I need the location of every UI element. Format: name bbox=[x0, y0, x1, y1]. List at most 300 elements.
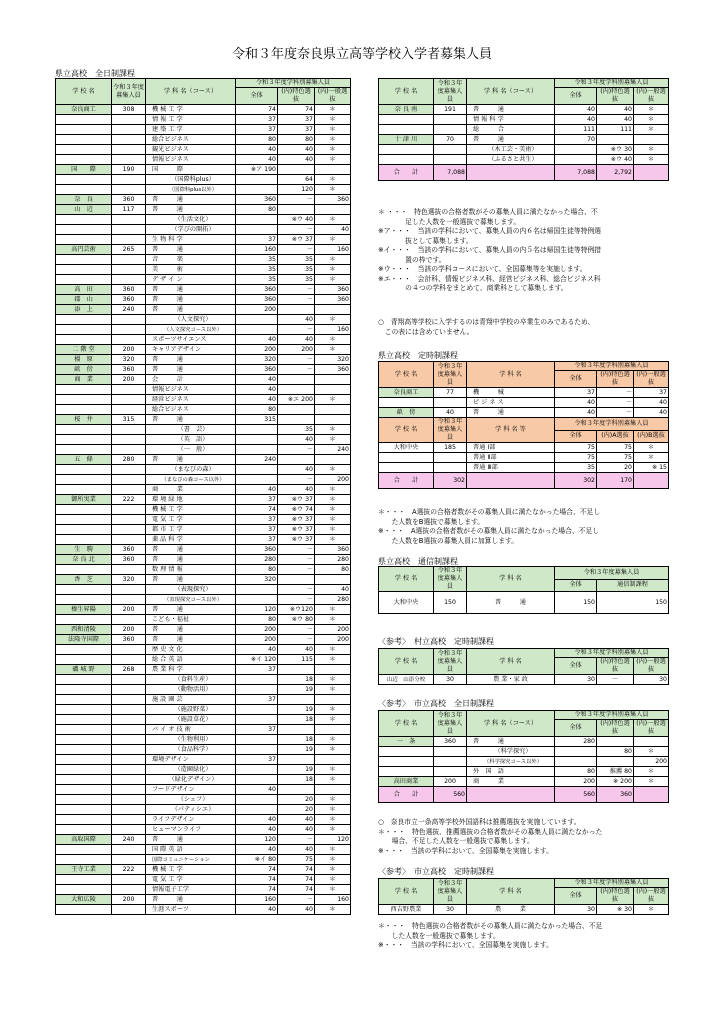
total-label: 合 計 bbox=[379, 473, 434, 489]
table-row: 薬 品 科 学 37 ※ウ 37 ＊ bbox=[56, 535, 351, 545]
table-row: 総 合 111 111 ＊ bbox=[379, 125, 669, 135]
table-row: 外 国 語 80 推薦 80 ＊ bbox=[379, 767, 669, 777]
school-name bbox=[56, 325, 112, 335]
school-name bbox=[56, 655, 112, 665]
table-row: バ イ オ 技 術 37 bbox=[56, 725, 351, 735]
note-line: ＊・・・ 特色選抜、推薦選抜の合格者数がその募集人員に満たなかった bbox=[378, 827, 603, 836]
col-general: (内)一般選抜 bbox=[634, 88, 669, 105]
school-name: 王寺工業 bbox=[56, 865, 112, 875]
parttime-table bbox=[378, 361, 669, 489]
note-line: た人数をB選抜で募集します。 bbox=[378, 517, 485, 526]
col-total: 全体 bbox=[555, 888, 597, 905]
school-name: 奈良商工 bbox=[56, 105, 112, 115]
school-name bbox=[379, 453, 434, 463]
school-name bbox=[56, 645, 112, 655]
col-total: 全体 bbox=[555, 720, 597, 737]
school-name bbox=[56, 445, 112, 455]
table-row: 国 際 190 国 際 ※ア 190 bbox=[56, 165, 351, 175]
village-heading: 〈参考〉 村立高校 定時制課程 bbox=[378, 637, 494, 646]
table-row: 畝 傍 360 普 通 360 － 360 bbox=[56, 365, 351, 375]
table-row: （学びの開拓） － 40 bbox=[56, 225, 351, 235]
col-school: 学 校 名 bbox=[379, 649, 434, 675]
table-row: 環境デザイン 37 bbox=[56, 755, 351, 765]
note-line: ※イ・・・ 当該の学科において、募集人員の内５名は帰国生徒等特例措 bbox=[378, 246, 602, 254]
school-name bbox=[56, 315, 112, 325]
table-row: 機 械 工 学 74 ※ウ 74 ＊ bbox=[56, 505, 351, 515]
school-name bbox=[56, 685, 112, 695]
school-name bbox=[56, 265, 112, 275]
col-quota: 令和３年度募集人員 bbox=[434, 879, 467, 905]
school-name: 五 條 bbox=[56, 455, 112, 465]
col-special: (内)特色選抜 bbox=[597, 888, 634, 905]
school-name: 高 田 bbox=[56, 285, 112, 295]
school-name: 香 芝 bbox=[56, 575, 112, 585]
school-name: 二 階 堂 bbox=[56, 345, 112, 355]
school-name bbox=[56, 175, 112, 185]
col-total: 全体 bbox=[555, 371, 597, 388]
table-row: 美 術 35 35 ＊ bbox=[56, 265, 351, 275]
table-row: 山 辺 117 普 通 80 bbox=[56, 205, 351, 215]
school-name: 法隆寺国際 bbox=[56, 635, 112, 645]
table-row: 数 理 情 報 80 － 80 bbox=[56, 565, 351, 575]
col-special: (内)特色選抜 bbox=[597, 371, 634, 388]
table-row: 榛生昇陽 200 普 通 120 ※ウ120 ＊ bbox=[56, 605, 351, 615]
note-line: ※・・・ 当該の学科において、全国募集を実施します。 bbox=[378, 941, 553, 949]
table-row: 情報ビジネス 40 40 ＊ bbox=[56, 155, 351, 165]
school-name bbox=[56, 115, 112, 125]
note-line: ＊ ・・・ 特色選抜の合格者数がその募集人員に満たなかった場合、不 bbox=[378, 208, 598, 216]
city-table bbox=[378, 710, 669, 803]
school-name bbox=[56, 585, 112, 595]
school-name bbox=[379, 115, 434, 125]
table-row: 奈 良 北 360 普 通 280 － 280 bbox=[56, 555, 351, 565]
school-name bbox=[56, 745, 112, 755]
school-name bbox=[56, 395, 112, 405]
table-row: 高田商業 200 商 業 200 ※ 200 ＊ bbox=[379, 777, 669, 787]
table-row: 国 際 英 語 40 40 ＊ bbox=[56, 845, 351, 855]
table-row: 電 気 工 学 37 ※ウ 37 ＊ bbox=[56, 515, 351, 525]
table-row: 香 芝 320 普 通 320 bbox=[56, 575, 351, 585]
school-name: 御所実業 bbox=[56, 495, 112, 505]
col-group: 令和３年度学科別募集人員 bbox=[555, 879, 669, 888]
village-table bbox=[378, 648, 669, 685]
correspondence-table bbox=[378, 566, 669, 614]
table-row: （施設草花） 18 ＊ bbox=[56, 715, 351, 725]
total-all: 7,088 bbox=[555, 165, 597, 181]
table-row: 一 条 360 普 通 280 bbox=[379, 737, 669, 747]
col-quota: 令和３年度募集人員 bbox=[112, 79, 146, 105]
table-row: デ ザ イ ン 35 35 ＊ bbox=[56, 275, 351, 285]
school-name bbox=[56, 715, 112, 725]
school-name bbox=[56, 825, 112, 835]
col-general: (内)一般選抜 bbox=[634, 888, 669, 905]
school-name bbox=[56, 885, 112, 895]
table-row: 奈良商工 77 機 械 37 － 37 bbox=[379, 388, 669, 398]
table-row: （一 般） － 240 bbox=[56, 445, 351, 455]
school-name bbox=[56, 465, 112, 475]
note-line: ※・・・ A選抜の合格者数がその募集人員に満たなかった場合、不足し bbox=[378, 527, 600, 535]
col-dept: 学 科 名 bbox=[467, 879, 555, 905]
school-name: 商 業 bbox=[56, 375, 112, 385]
table-row: 普通 Ⅲ部 35 20 ※ 15 bbox=[379, 463, 669, 473]
table-row: 山辺 山添分校 30 農 業・家 政 30 － 30 bbox=[379, 675, 669, 685]
school-name bbox=[56, 235, 112, 245]
col-dept: 学 科 名（コース） bbox=[467, 79, 555, 105]
school-name bbox=[56, 725, 112, 735]
table-row: 商 業 200 会 計 40 bbox=[56, 375, 351, 385]
school-name bbox=[56, 905, 112, 915]
col-group: 令和３年度学科別募集人員 bbox=[236, 79, 351, 88]
total-row bbox=[379, 473, 669, 489]
col-quota: 令和３年度募集人員 bbox=[434, 79, 467, 105]
school-name: 奈 良 北 bbox=[56, 555, 112, 565]
note-line: この表には含めていません。 bbox=[378, 327, 474, 336]
school-name: 高取国際 bbox=[56, 835, 112, 845]
school-name bbox=[56, 845, 112, 855]
col-dept: 学 科 名 bbox=[467, 567, 555, 592]
table-row: （木工芸・美術） ※ウ 30 ＊ bbox=[379, 145, 669, 155]
table-row: 高円芸術 265 普 通 160 － 160 bbox=[56, 245, 351, 255]
col-school: 学 校 名 bbox=[379, 711, 434, 737]
total-quota: 7,088 bbox=[434, 165, 467, 181]
table-row: （科学探究コース以外） 200 bbox=[379, 757, 669, 767]
note-line: ※・・・ 当該の学科において、全国募集を実施します。 bbox=[378, 846, 553, 855]
table-row: 国際コミュニケーション ※イ 80 75 ＊ bbox=[56, 855, 351, 865]
fulltime-table bbox=[55, 78, 351, 915]
school-name bbox=[56, 855, 112, 865]
col-group: 令和３年度学科別募集人員 bbox=[555, 711, 669, 720]
school-name bbox=[379, 747, 434, 757]
school-name: 添 上 bbox=[56, 305, 112, 315]
col-total: 全体 bbox=[236, 88, 278, 105]
note-line: 場合、不足した人数を一般選抜で募集します。 bbox=[378, 837, 534, 845]
table-row: 商 業 40 40 ＊ bbox=[56, 485, 351, 495]
school-name: 郡 山 bbox=[56, 295, 112, 305]
col-dept: 学 科 名（コース） bbox=[146, 79, 236, 105]
total-quota: 302 bbox=[434, 473, 467, 489]
school-name: 大和中央 bbox=[379, 443, 434, 453]
school-name: 畝 傍 bbox=[56, 365, 112, 375]
col-dept: 学 科 名 bbox=[467, 649, 555, 675]
school-name bbox=[56, 535, 112, 545]
col-general: (内)一般選抜 bbox=[634, 720, 669, 737]
table-row: 情 報 工 学 37 37 ＊ bbox=[56, 115, 351, 125]
note-line: ※ウ・・・ 当該の学科コースにおいて、全国募集等を実施します。 bbox=[378, 265, 587, 273]
total-special: 2,792 bbox=[597, 165, 634, 181]
table-row: 桜 井 315 普 通 315 bbox=[56, 415, 351, 425]
school-name bbox=[56, 135, 112, 145]
table-row: 添 上 240 普 通 200 bbox=[56, 305, 351, 315]
school-name bbox=[56, 735, 112, 745]
note-line: ○ 青翔高等学校に入学するのは青翔中学校の卒業生のみであるため、 bbox=[378, 318, 595, 326]
table-row: （シェフ） 20 ＊ bbox=[56, 795, 351, 805]
total-label: 合 計 bbox=[379, 165, 434, 181]
total-row: 合 計 560 560 360 bbox=[379, 787, 669, 803]
total-row bbox=[379, 165, 669, 181]
table-row: 情報電子工学 74 74 ＊ bbox=[56, 885, 351, 895]
school-name bbox=[56, 505, 112, 515]
school-name bbox=[379, 145, 434, 155]
school-name bbox=[56, 485, 112, 495]
city-parttime-heading: 〈参考〉 市立高校 定時制課程 bbox=[378, 867, 494, 876]
col-a: (内)A選抜 bbox=[597, 430, 634, 443]
school-name bbox=[56, 335, 112, 345]
table-row: 生涯スポーツ 40 40 ＊ bbox=[56, 905, 351, 915]
table-row: （生物利用） 18 ＊ bbox=[56, 735, 351, 745]
notes-seisho bbox=[378, 318, 594, 337]
col-group: 令和３年度学科別募集人員 bbox=[555, 79, 669, 88]
table-row: （人文探究コース以外） － 160 bbox=[56, 325, 351, 335]
city-heading: 〈参考〉 市立高校 全日制課程 bbox=[378, 699, 494, 708]
school-name: 橿 原 bbox=[56, 355, 112, 365]
notes-parttime bbox=[378, 508, 600, 546]
col-total: 全体 bbox=[555, 88, 597, 105]
col-school: 学 校 名 bbox=[56, 79, 112, 105]
school-name: 十 津 川 bbox=[379, 135, 434, 145]
correspondence-heading: 県立高校 通信制課程 bbox=[378, 557, 458, 566]
note-line: ＊・・・ 特色選抜の合格者数がその募集人員に満たなかった場合、不足 bbox=[378, 922, 603, 930]
school-name bbox=[379, 767, 434, 777]
school-name bbox=[379, 757, 434, 767]
table-row: 情 報 科 学 40 40 ＊ bbox=[379, 115, 669, 125]
table-row: 御所実業 222 環 境 緑 地 37 ※ウ 37 ＊ bbox=[56, 495, 351, 505]
note-line: 足した人数を一般選抜で募集します。 bbox=[378, 217, 521, 226]
school-name bbox=[56, 125, 112, 135]
page-title: 令和３年度奈良県立高等学校入学者募集人員 bbox=[231, 47, 492, 62]
col-dept: 学 科 名 等 bbox=[467, 418, 555, 443]
table-row: （国際科plus以外） 120 ＊ bbox=[56, 185, 351, 195]
school-name bbox=[379, 155, 434, 165]
col-quota: 令和３年度募集人員 bbox=[434, 362, 467, 388]
table-row: （国際科plus） 64 ＊ bbox=[56, 175, 351, 185]
col-general: (内)一般選抜 bbox=[634, 658, 669, 675]
school-name bbox=[56, 185, 112, 195]
col-special: (内)特色選抜 bbox=[597, 720, 634, 737]
table-row: （書 芸） 35 ＊ bbox=[56, 425, 351, 435]
table-row: （まなびの森） 40 ＊ bbox=[56, 465, 351, 475]
table-row: 奈良商工 308 機 械 工 学 74 74 ＊ bbox=[56, 105, 351, 115]
school-name: 西和清陵 bbox=[56, 625, 112, 635]
table-row: 高取国際 240 普 通 120 － 120 bbox=[56, 835, 351, 845]
col-b: (内)B選抜 bbox=[634, 430, 669, 443]
col-general: (内)一般選抜 bbox=[634, 371, 669, 388]
table-row: 総 合 英 語 ※イ 120 115 ＊ bbox=[56, 655, 351, 665]
table-row: 五 條 280 普 通 240 bbox=[56, 455, 351, 465]
school-name: 高円芸術 bbox=[56, 245, 112, 255]
notes-city-parttime bbox=[378, 922, 602, 951]
table-row: 音 楽 35 35 ＊ bbox=[56, 255, 351, 265]
table-row: 電 気 工 学 74 74 ＊ bbox=[56, 875, 351, 885]
school-name: 一 条 bbox=[379, 737, 434, 747]
table-row: 情報ビジネス 40 bbox=[56, 385, 351, 395]
table-row: （まなびの森コース以外） － 200 bbox=[56, 475, 351, 485]
col-dept: 学 科 名 bbox=[467, 362, 555, 388]
col-total: 全体 bbox=[555, 430, 597, 443]
school-name bbox=[56, 875, 112, 885]
fulltime-table-right bbox=[378, 78, 669, 181]
school-name: 磯 城 野 bbox=[56, 665, 112, 675]
school-name bbox=[56, 565, 112, 575]
table-row: 畝 傍 40 普 通 40 － 40 bbox=[379, 408, 669, 418]
notes-fulltime bbox=[378, 208, 601, 294]
table-row: 建 築 工 学 37 37 ＊ bbox=[56, 125, 351, 135]
school-name bbox=[56, 755, 112, 765]
table-row: ライフデザイン 40 40 ＊ bbox=[56, 815, 351, 825]
table-row: （食料生産） 18 ＊ bbox=[56, 675, 351, 685]
table-row: 西和清陵 200 普 通 200 － 200 bbox=[56, 625, 351, 635]
table-row: 普通 Ⅱ部 75 75 ＊ bbox=[379, 453, 669, 463]
school-name bbox=[56, 765, 112, 775]
table-row: 王寺工業 222 機 械 工 学 74 74 ＊ bbox=[56, 865, 351, 875]
col-school: 学 校 名 bbox=[379, 79, 434, 105]
col-group: 令和３年度学科別募集人員 bbox=[555, 418, 669, 431]
table-row: 歴 史 文 化 40 40 ＊ bbox=[56, 645, 351, 655]
col-general: (内)一般選抜 bbox=[315, 88, 351, 105]
table-row: 観光ビジネス 40 40 ＊ bbox=[56, 145, 351, 155]
table-row: （食品科学） 19 ＊ bbox=[56, 745, 351, 755]
school-name bbox=[56, 795, 112, 805]
school-name bbox=[56, 695, 112, 705]
school-name bbox=[56, 405, 112, 415]
table-row: 橿 原 320 普 通 320 － 320 bbox=[56, 355, 351, 365]
table-row: （緑化デザイン） 18 ＊ bbox=[56, 775, 351, 785]
col-group: 令和３年度学科別募集人員 bbox=[555, 362, 669, 371]
school-name bbox=[379, 463, 434, 473]
table-row: ビ ジ ネ ス 40 － 40 bbox=[379, 398, 669, 408]
col-quota: 令和３年度募集人員 bbox=[434, 649, 467, 675]
note-line: 抜として募集します。 bbox=[378, 236, 473, 245]
col-total: 全体 bbox=[555, 579, 597, 592]
table-row: 総合ビジネス 80 80 ＊ bbox=[56, 135, 351, 145]
table-row: 二 階 堂 200 キャリアデザイン 200 200 ＊ bbox=[56, 345, 351, 355]
table-row: 生 物 科 学 37 ※ウ 37 ＊ bbox=[56, 235, 351, 245]
school-name: 生 駒 bbox=[56, 545, 112, 555]
school-name bbox=[56, 615, 112, 625]
school-name: 榛生昇陽 bbox=[56, 605, 112, 615]
note-line: 置の枠です。 bbox=[378, 255, 446, 264]
col-quota: 令和３年度募集人員 bbox=[434, 711, 467, 737]
school-name: 山 辺 bbox=[56, 205, 112, 215]
note-line: ※エ・・・ 会計科、情報ビジネス科、経営ビジネス科、総合ビジネス科 bbox=[378, 274, 601, 283]
col-dept: 学 科 名（コース） bbox=[467, 711, 555, 737]
col-corr: 通信制課程 bbox=[597, 579, 669, 592]
table-row: 生 駒 360 普 通 360 － 360 bbox=[56, 545, 351, 555]
school-name bbox=[56, 525, 112, 535]
col-quota: 令和３年度募集人員 bbox=[434, 567, 467, 592]
fulltime-heading: 県立高校 全日制課程 bbox=[55, 69, 135, 78]
table-row: 施 設 園 芸 37 bbox=[56, 695, 351, 705]
table-row: （表現探究） － 40 bbox=[56, 585, 351, 595]
table-row: 郡 山 360 普 通 360 － 360 bbox=[56, 295, 351, 305]
col-special: (内)特色選抜 bbox=[597, 88, 634, 105]
school-name bbox=[56, 705, 112, 715]
table-row: 高 田 360 普 通 360 － 360 bbox=[56, 285, 351, 295]
table-row: （表現探究コース以外） － 280 bbox=[56, 595, 351, 605]
school-name: 奈 良 南 bbox=[379, 105, 434, 115]
school-name bbox=[56, 215, 112, 225]
col-quota: 令和３年度募集人員 bbox=[434, 418, 467, 443]
col-group: 令和３年度学科別募集人員 bbox=[555, 649, 669, 658]
table-row: 磯 城 野 268 農 業 科 学 37 bbox=[56, 665, 351, 675]
school-name bbox=[379, 125, 434, 135]
school-name bbox=[56, 515, 112, 525]
table-row: （施設野菜） 19 ＊ bbox=[56, 705, 351, 715]
school-name bbox=[56, 675, 112, 685]
school-name bbox=[56, 775, 112, 785]
school-name bbox=[56, 275, 112, 285]
col-group: 令和３年度募集人員 bbox=[555, 567, 669, 580]
table-row: 西吉野農業 30 農 業 30 ※ 30 ＊ bbox=[379, 905, 669, 915]
col-special: (内)特色選抜 bbox=[597, 658, 634, 675]
table-row: （造園緑化） 19 ＊ bbox=[56, 765, 351, 775]
table-row: 総合ビジネス 80 bbox=[56, 405, 351, 415]
col-total: 全体 bbox=[555, 658, 597, 675]
table-row: 大和中央 185 普通 Ⅰ部 75 75 ＊ bbox=[379, 443, 669, 453]
school-name bbox=[56, 475, 112, 485]
col-special: (内)特色選抜 bbox=[278, 88, 315, 105]
total-a: 170 bbox=[597, 473, 634, 489]
note-line: ＊・・・ A選抜の合格者数がその募集人員に満たなかった場合、不足し bbox=[378, 508, 601, 516]
table-row: 大和広陵 200 普 通 160 － 160 bbox=[56, 895, 351, 905]
school-name bbox=[56, 225, 112, 235]
table-row: （ふるさと共生） ※ウ 40 ＊ bbox=[379, 155, 669, 165]
school-name bbox=[56, 145, 112, 155]
school-name bbox=[56, 255, 112, 265]
col-school: 学 校 名 bbox=[379, 362, 434, 388]
note-line: ※ア・・・ 当該の学科において、募集人員の内６名は帰国生徒等特例選 bbox=[378, 227, 602, 235]
table-row: 経営ビジネス 40 ※エ 200 ＊ bbox=[56, 395, 351, 405]
table-row: （人文探究） 40 ＊ bbox=[56, 315, 351, 325]
school-name bbox=[56, 815, 112, 825]
parttime-heading: 県立高校 定時制課程 bbox=[378, 351, 458, 360]
table-row: （科学探究） 80 ＊ bbox=[379, 747, 669, 757]
table-row: 法隆寺国際 360 普 通 200 － 200 bbox=[56, 635, 351, 645]
table-row: こども・福祉 80 ※ウ 80 ＊ bbox=[56, 615, 351, 625]
note-line: た人数をB選抜の募集人員に加算します。 bbox=[378, 536, 519, 545]
school-name: 国 際 bbox=[56, 165, 112, 175]
table-row: 都 市 工 学 37 ※ウ 37 ＊ bbox=[56, 525, 351, 535]
school-name: 畝 傍 bbox=[379, 408, 434, 418]
col-school: 学 校 名 bbox=[379, 567, 434, 592]
city-parttime-table bbox=[378, 878, 669, 915]
table-row: フードデザイン 40 bbox=[56, 785, 351, 795]
note-line: した人数を一般選抜で募集します。 bbox=[378, 931, 500, 940]
school-name: 高田商業 bbox=[379, 777, 434, 787]
school-name bbox=[56, 155, 112, 165]
total-all: 302 bbox=[555, 473, 597, 489]
table-row: 奈 良 南 191 普 通 40 40 ＊ bbox=[379, 105, 669, 115]
school-name: 奈 良 bbox=[56, 195, 112, 205]
school-name: 桜 井 bbox=[56, 415, 112, 425]
school-name bbox=[56, 595, 112, 605]
school-name bbox=[56, 785, 112, 795]
table-row: （パティシエ） 20 ＊ bbox=[56, 805, 351, 815]
school-name bbox=[56, 435, 112, 445]
school-name bbox=[56, 805, 112, 815]
table-row: スポーツサイエンス 40 40 ＊ bbox=[56, 335, 351, 345]
table-row: ヒューマンライフ 40 40 ＊ bbox=[56, 825, 351, 835]
school-name bbox=[56, 425, 112, 435]
col-school: 学 校 名 bbox=[379, 879, 434, 905]
school-name bbox=[56, 385, 112, 395]
table-row: （動物活用） 19 ＊ bbox=[56, 685, 351, 695]
note-line: ○ 奈良市立一条高等学校外国語科は推薦選抜を実施しています。 bbox=[378, 818, 581, 826]
school-name: 大和広陵 bbox=[56, 895, 112, 905]
table-row: 奈 良 360 普 通 360 － 360 bbox=[56, 195, 351, 205]
col-school: 学 校 名 bbox=[379, 418, 434, 443]
table-row: 大和中央 150 普 通 150 150 bbox=[379, 592, 669, 614]
notes-city bbox=[378, 818, 602, 856]
